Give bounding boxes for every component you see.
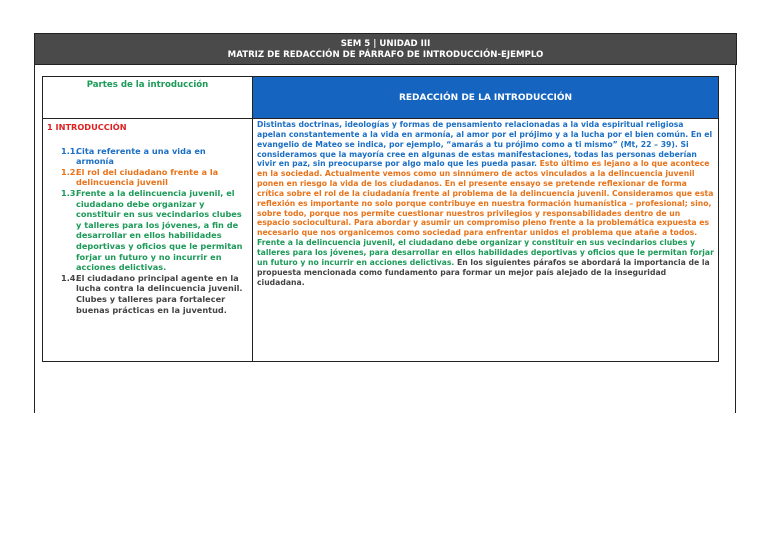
item-number: 1.2. (61, 166, 79, 177)
header-banner (34, 33, 737, 65)
parts-column (43, 119, 253, 361)
item-number: 1.3. (61, 187, 79, 198)
list-item (47, 188, 246, 273)
item-text: El rol del ciudadano frente a la delincuencia juvenil (76, 166, 219, 188)
item-text: Cita referente a una vida en armonía (76, 145, 206, 167)
column-header-parts: Partes de la introducción (43, 77, 253, 119)
header-line2: MATRIZ DE REDACCIÓN DE PÁRRAFO DE INTRODUCCIÓN-EJEMPLO (227, 50, 544, 60)
intro-matrix-table (42, 76, 719, 362)
item-number: 1.1. (61, 145, 79, 156)
item-number: 1.4. (61, 272, 79, 283)
header-line1: SEM 5 | UNIDAD III (340, 39, 431, 49)
paragraph-segment-problem: Esto último es lejano a lo que acontece en la sociedad. Actualmente vemos como un sinnúmero de actos vinculados a la delincuencia juvenil ponen en riesgo la vida de los ciudadanos. En el presente ensayo se pretende reflexionar de forma crítica sobre el rol de la ciudadanía frente al problema de la delincuencia juvenil. Consideramos que esta reflexión es importante no solo porque contribuye en nuestra formación humanística – profesional; sino, sobre todo, porque nos permite cuestionar nuestros privilegios y responsabilidades dentro de un espacio sociocultural. Para abordar y asumir un compromiso pleno frente a la problemática expuesta es necesario que nos organicemos como sociedad para enfrentar unidos el problema que atañe a todos. (257, 159, 714, 238)
section-title: 1 INTRODUCCIÓN (47, 122, 127, 132)
column-header-writing: REDACCIÓN DE LA INTRODUCCIÓN (253, 77, 718, 119)
paragraph-segment-thesis: Frente a la delincuencia juvenil, el ciudadano debe organizar y constituir en sus vecindarios clubes y talleres para los jóvenes, para desarrollar en ellos habilidades deportivas y oficios que le permitan forjar un futuro y no incurrir en acciones delictivas. (257, 238, 714, 267)
list-item (47, 273, 246, 315)
item-text: Frente a la delincuencia juvenil, el ciudadano debe organizar y constituir en sus vecindarios clubes y talleres para los jóvenes, a fin de desarrollar en ellos habilidades deportivas y oficios que le permitan forjar un futuro y no incurrir en acciones delictivas. (76, 187, 243, 273)
list-item (47, 146, 246, 167)
writing-column (253, 119, 718, 361)
paragraph-segment-quote: Distintas doctrinas, ideologías y formas de pensamiento relacionadas a la vida espiritual religiosa apelan constantemente a la vida en armonía, al amor por el prójimo y a la lucha por el bien común. En el evangelio de Mateo se indica, por ejemplo, “amarás a tu prójimo como a ti mismo” (Mt, 22 – 39). Si consideramos que la mayoría cree en algunas de estas manifestaciones, todas las personas deberían vivir en paz, sin preocuparse por algo malo que les pueda pasar. (257, 120, 713, 169)
list-item (47, 167, 246, 188)
item-text: El ciudadano principal agente en la lucha contra la delincuencia juvenil. Clubes y talleres para fortalecer buenas prácticas en la juventud. (76, 272, 243, 315)
paragraph-segment-outline: En los siguientes párafos se abordará la importancia de la propuesta mencionada como fundamento para formar un mejor país alejado de la inseguridad ciudadana. (257, 257, 710, 287)
